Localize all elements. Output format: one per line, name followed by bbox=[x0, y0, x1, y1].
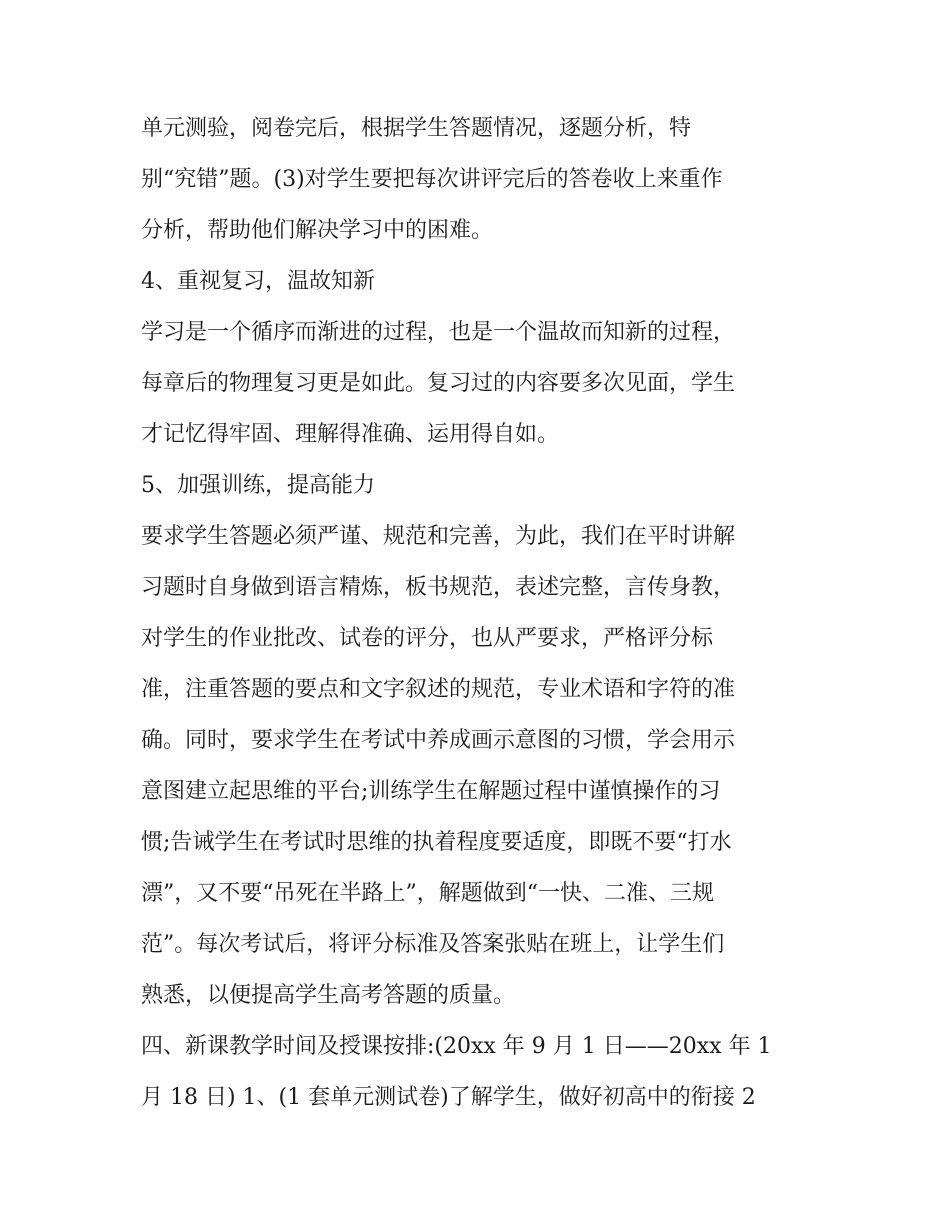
text-line: 要求学生答题必须严谨、规范和完善，为此，我们在平时讲解 bbox=[141, 524, 736, 549]
text-line: 准，注重答题的要点和文字叙述的规范，专业术语和字符的准 bbox=[141, 677, 736, 702]
text-line: 别“究错”题。(3)对学生要把每次讲评完后的答卷收上来重作 bbox=[141, 167, 723, 192]
text-line: 熟悉，以便提高学生高考答题的质量。 bbox=[141, 983, 516, 1008]
text-line: 对学生的作业批改、试卷的评分，也从严要求，严格评分标 bbox=[141, 626, 714, 651]
text-line: 范”。每次考试后，将评分标准及答案张贴在班上，让学生们 bbox=[141, 932, 725, 957]
text-line: 惯;告诫学生在考试时思维的执着程度要适度，即既不要“打水 bbox=[141, 830, 732, 855]
section-heading: 四、新课教学时间及授课按排:(20xx 年 9 月 1 日——20xx 年 1 bbox=[141, 1034, 772, 1059]
text-line: 确。同时，要求学生在考试中养成画示意图的习惯，学会用示 bbox=[141, 728, 736, 753]
text-line: 意图建立起思维的平台;训练学生在解题过程中谨慎操作的习 bbox=[141, 779, 721, 804]
text-line: 单元测验，阅卷完后，根据学生答题情况，逐题分析，特 bbox=[141, 116, 692, 141]
text-line: 漂”，又不要“吊死在半路上”，解题做到“一快、二准、三规 bbox=[141, 881, 714, 906]
text-line: 习题时自身做到语言精炼，板书规范，表述完整，言传身教， bbox=[141, 575, 736, 600]
text-line: 月 18 日) 1、(1 套单元测试卷)了解学生，做好初高中的衔接 2 bbox=[141, 1085, 756, 1110]
text-line: 每章后的物理复习更是如此。复习过的内容要多次见面，学生 bbox=[141, 371, 736, 396]
section-heading: 5、加强训练，提高能力 bbox=[141, 473, 375, 498]
text-line: 分析，帮助他们解决学习中的困难。 bbox=[141, 218, 494, 243]
text-line: 学习是一个循序而渐进的过程，也是一个温故而知新的过程， bbox=[141, 320, 736, 345]
section-heading: 4、重视复习，温故知新 bbox=[141, 269, 375, 294]
text-line: 才记忆得牢固、理解得准确、运用得自如。 bbox=[141, 422, 560, 447]
